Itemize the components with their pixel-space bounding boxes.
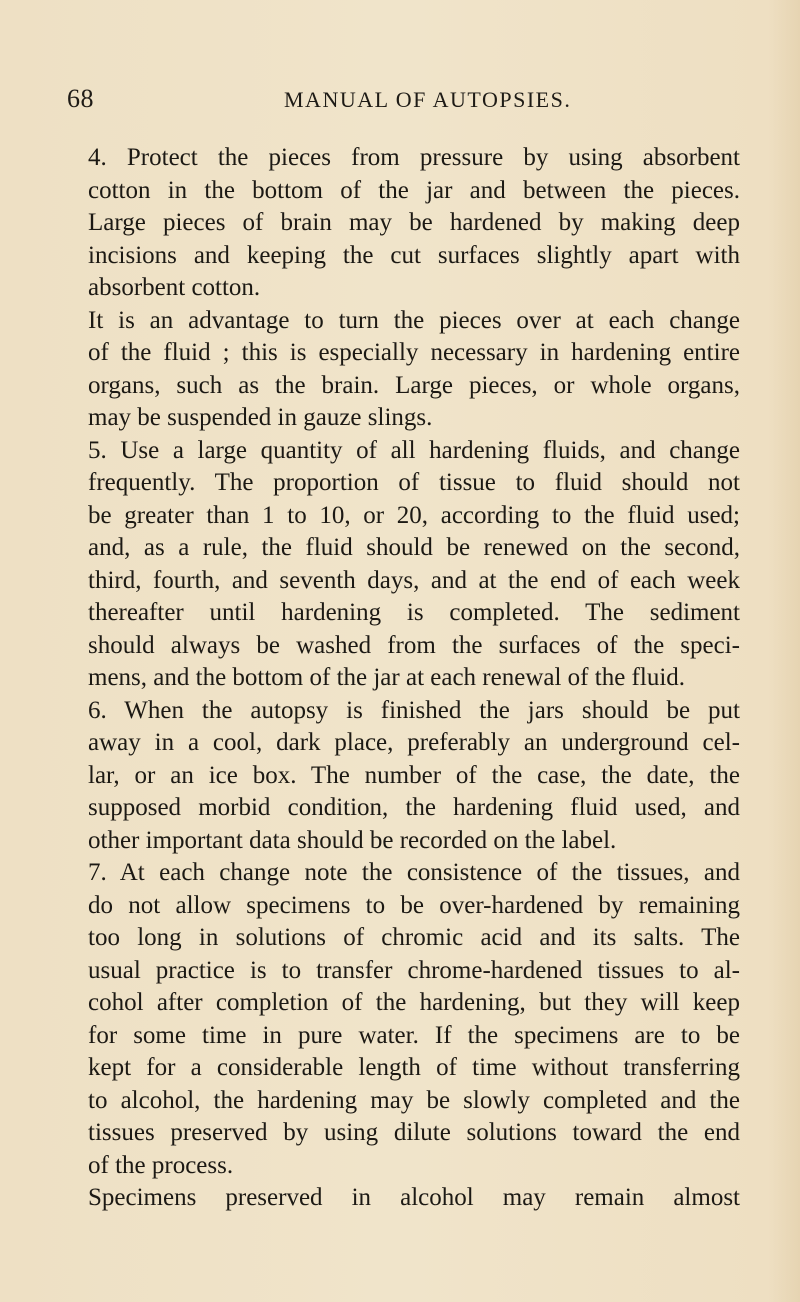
text-line: Specimens preserved in alcohol may remain almost — [88, 1184, 740, 1211]
text-line: thereafter until hardening is completed. The sediment — [88, 599, 740, 626]
text-line: 6. When the autopsy is finished the jars should be put — [88, 696, 740, 724]
running-title: MANUAL OF AUTOPSIES. — [284, 87, 572, 112]
text-line: of the fluid ; this is especially necessary in hardening entire — [88, 339, 740, 366]
text-line: It is an advantage to turn the pieces over at each change — [88, 306, 740, 334]
text-line: to alcohol, the hardening may be slowly completed and the — [88, 1086, 740, 1114]
text-line: for some time in pure water. If the specimens are to be — [88, 1021, 740, 1049]
text-line: usual practice is to transfer chrome-hardened tissues to al- — [88, 956, 740, 984]
text-line: 4. Protect the pieces from pressure by using absorbent — [88, 144, 740, 171]
text-line: supposed morbid condition, the hardening fluid used, and — [88, 794, 740, 821]
text-line: and, as a rule, the fluid should be renewed on the second, — [88, 534, 740, 561]
text-line: frequently. The proportion of tissue to fluid should not — [88, 469, 740, 496]
text-line: tissues preserved by using dilute solutions toward the end — [88, 1119, 740, 1146]
text-line: away in a cool, dark place, preferably an underground cel- — [88, 729, 740, 756]
text-line: should always be washed from the surfaces of the speci- — [88, 631, 740, 659]
text-line: absorbent cotton. — [88, 274, 261, 301]
body-text — [88, 142, 740, 1215]
text-line: too long in solutions of chromic acid and its salts. The — [88, 924, 740, 951]
text-line: incisions and keeping the cut surfaces slightly apart with — [88, 241, 740, 269]
text-line: other important data should be recorded on the label. — [88, 826, 617, 854]
text-line: 7. At each change note the consistence of the tissues, and — [88, 859, 740, 886]
text-line: Large pieces of brain may be hardened by making deep — [88, 209, 740, 236]
text-line: organs, such as the brain. Large pieces, or whole organs, — [88, 371, 740, 399]
text-line: be greater than 1 to 10, or 20, according to the fluid used; — [88, 501, 740, 529]
text-line: lar, or an ice box. The number of the case, the date, the — [88, 761, 740, 789]
text-line: cohol after completion of the hardening, but they will keep — [88, 989, 740, 1016]
text-line: cotton in the bottom of the jar and between the pieces. — [88, 176, 740, 204]
text-line: do not allow specimens to be over-hardened by remaining — [88, 891, 740, 919]
text-line: of the process. — [88, 1151, 234, 1179]
page-number: 68 — [67, 84, 94, 113]
text-line: mens, and the bottom of the jar at each renewal of the fluid. — [88, 664, 686, 691]
text-line: may be suspended in gauze slings. — [88, 404, 433, 431]
text-line: third, fourth, and seventh days, and at the end of each week — [88, 566, 740, 594]
running-head — [0, 84, 800, 118]
text-line: 5. Use a large quantity of all hardening fluids, and change — [88, 436, 740, 464]
text-line: kept for a considerable length of time without transferring — [88, 1054, 740, 1081]
